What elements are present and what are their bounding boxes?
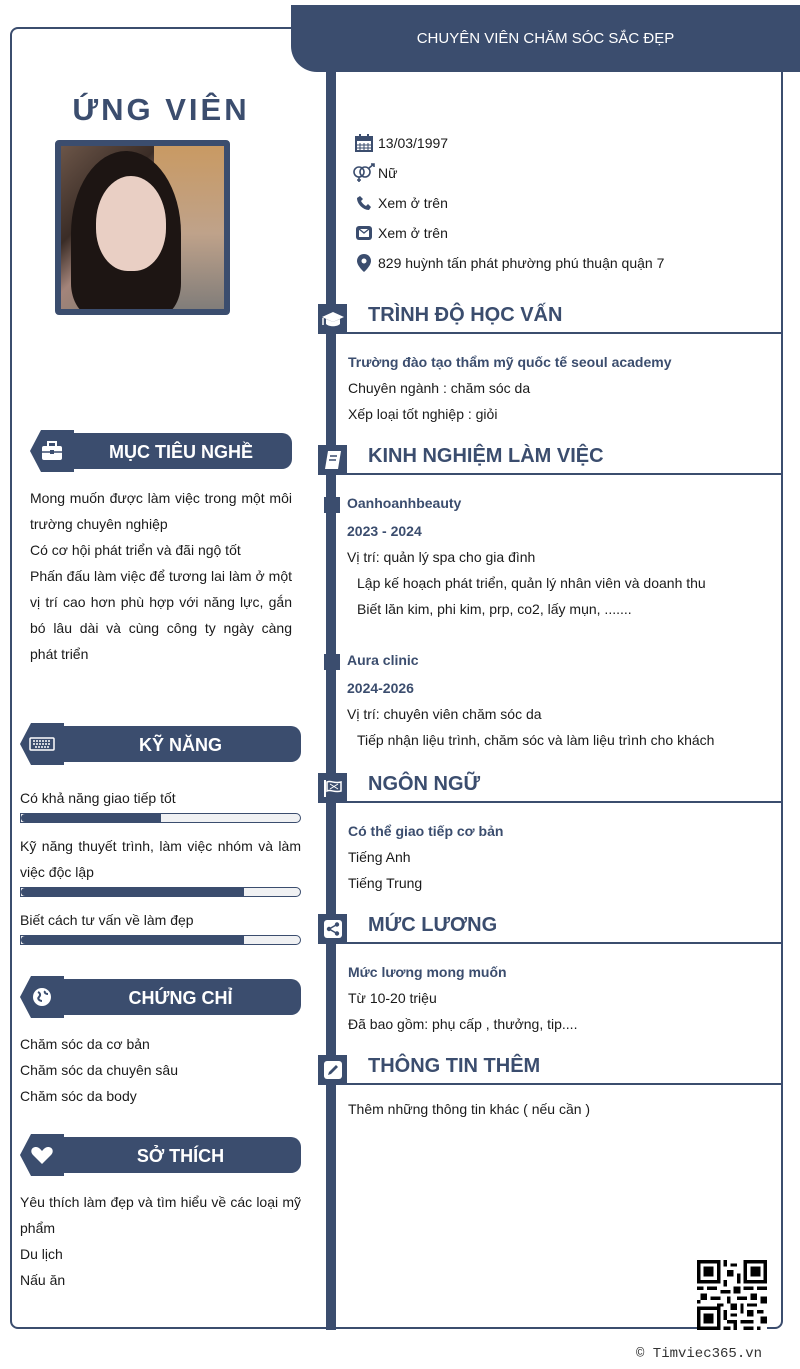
section-title: MỨC LƯƠNG xyxy=(368,914,498,936)
experience-header xyxy=(318,445,783,475)
certificates-body xyxy=(20,1031,301,1109)
objective-body: Mong muốn được làm việc trong một môi trường chuyên nghiệp Có cơ hội phát triển và đãi ngộ tốt Phấn đấu làm việc để tương lai làm ở một vị trí cao hơn phù hợp với năng lực, gắn bó lâu dài và cùng công ty ngày càng phát triển xyxy=(30,490,292,662)
certificate-item: Chăm sóc da body xyxy=(20,1088,137,1104)
company-name: Oanhoanhbeauty xyxy=(347,495,462,511)
qr-code xyxy=(697,1260,767,1330)
calendar-icon xyxy=(350,133,378,153)
hobby-item: Nấu ăn xyxy=(20,1272,66,1288)
job-entry: Aura clinic 2024-2026 Vị trí: chuyên viên chăm sóc da Tiếp nhận liệu trình, chăm sóc và làm liệu trình cho khách xyxy=(347,647,714,753)
section-title: TRÌNH ĐỘ HỌC VẤN xyxy=(368,304,563,326)
languages-body: Có thể giao tiếp cơ bản Tiếng Anh Tiếng Trung xyxy=(348,818,503,896)
copyright: © Timviec365.vn xyxy=(636,1346,763,1362)
job-title-banner xyxy=(291,5,800,72)
email-icon xyxy=(350,224,378,242)
additional-body: Thêm những thông tin khác ( nếu cần ) xyxy=(348,1101,591,1117)
language-item: Tiếng Anh xyxy=(348,849,411,865)
location-icon xyxy=(350,254,378,272)
salary-body: Mức lương mong muốn Từ 10-20 triệu Đã bao gồm: phụ cấp , thưởng, tip.... xyxy=(348,964,578,1032)
hobby-item: Du lịch xyxy=(20,1246,63,1262)
languages-header xyxy=(318,773,783,803)
skill-label: Có khả năng giao tiếp tốt xyxy=(20,790,176,806)
section-title: MỤC TIÊU NGHỀ xyxy=(109,442,253,462)
skill-bar xyxy=(20,813,301,823)
education-header xyxy=(318,304,783,334)
info-birthdate: 13/03/1997 xyxy=(350,128,664,158)
section-title: KỸ NĂNG xyxy=(138,735,222,755)
certificate-item: Chăm sóc da cơ bản xyxy=(20,1036,150,1052)
hobby-item: Yêu thích làm đẹp và tìm hiểu về các loại mỹ phẩm xyxy=(20,1194,301,1236)
job-position: Vị trí: quản lý spa cho gia đình xyxy=(347,549,536,565)
timeline-spine xyxy=(326,70,336,1330)
objective-header xyxy=(40,433,292,469)
hobbies-body xyxy=(20,1189,301,1293)
hobbies-header xyxy=(30,1137,301,1173)
info-address: 829 huỳnh tấn phát phường phú thuận quận 7 xyxy=(350,248,664,278)
graduation-cap-icon xyxy=(318,304,347,334)
avatar xyxy=(55,140,230,315)
section-title: KINH NGHIỆM LÀM VIỆC xyxy=(368,445,604,467)
additional-header xyxy=(318,1055,783,1085)
book-icon xyxy=(318,445,347,475)
job-entry: Oanhoanhbeauty 2023 - 2024 Vị trí: quản lý spa cho gia đình Lập kế hoạch phát triển, quản lý nhân viên và doanh thu Biết lăn kim, phi kim, prp, co2, lấy mụn, ....... xyxy=(347,490,706,622)
skills-header xyxy=(30,726,301,762)
section-title: CHỨNG CHỈ xyxy=(128,988,233,1008)
pencil-icon xyxy=(318,1055,347,1085)
section-title: NGÔN NGỮ xyxy=(368,773,481,795)
candidate-name: ỨNG VIÊN xyxy=(72,92,250,127)
skill-bar xyxy=(20,935,301,945)
flag-icon xyxy=(318,773,347,803)
phone-icon xyxy=(350,195,378,211)
language-item: Tiếng Trung xyxy=(348,875,423,891)
share-icon xyxy=(318,914,347,944)
certificates-header xyxy=(30,979,301,1015)
personal-info xyxy=(350,128,664,278)
section-title: THÔNG TIN THÊM xyxy=(368,1055,541,1077)
certificate-item: Chăm sóc da chuyên sâu xyxy=(20,1062,178,1078)
info-email: Xem ở trên xyxy=(350,218,664,248)
timeline-node xyxy=(324,654,340,670)
gender-icon xyxy=(350,163,378,183)
skill-bar xyxy=(20,887,301,897)
info-phone: Xem ở trên xyxy=(350,188,664,218)
job-title: CHUYÊN VIÊN CHĂM SÓC SẮC ĐẸP xyxy=(416,30,675,47)
salary-header xyxy=(318,914,783,944)
skill-label: Biết cách tư vấn về làm đẹp xyxy=(20,912,194,928)
school-name: Trường đào tạo thẩm mỹ quốc tế seoul academy xyxy=(348,354,672,370)
info-gender: Nữ xyxy=(350,158,664,188)
section-title: SỞ THÍCH xyxy=(136,1146,225,1166)
job-position: Vị trí: chuyên viên chăm sóc da xyxy=(347,706,542,722)
skill-label: Kỹ năng thuyết trình, làm việc nhóm và làm việc độc lập xyxy=(20,838,301,880)
company-name: Aura clinic xyxy=(347,652,419,668)
skills-body xyxy=(20,785,301,955)
education-body: Trường đào tạo thẩm mỹ quốc tế seoul academy Chuyên ngành : chăm sóc da Xếp loại tốt nghiệp : giỏi xyxy=(348,349,672,427)
timeline-node xyxy=(324,497,340,513)
job-period: 2023 - 2024 xyxy=(347,523,422,539)
job-period: 2024-2026 xyxy=(347,680,414,696)
